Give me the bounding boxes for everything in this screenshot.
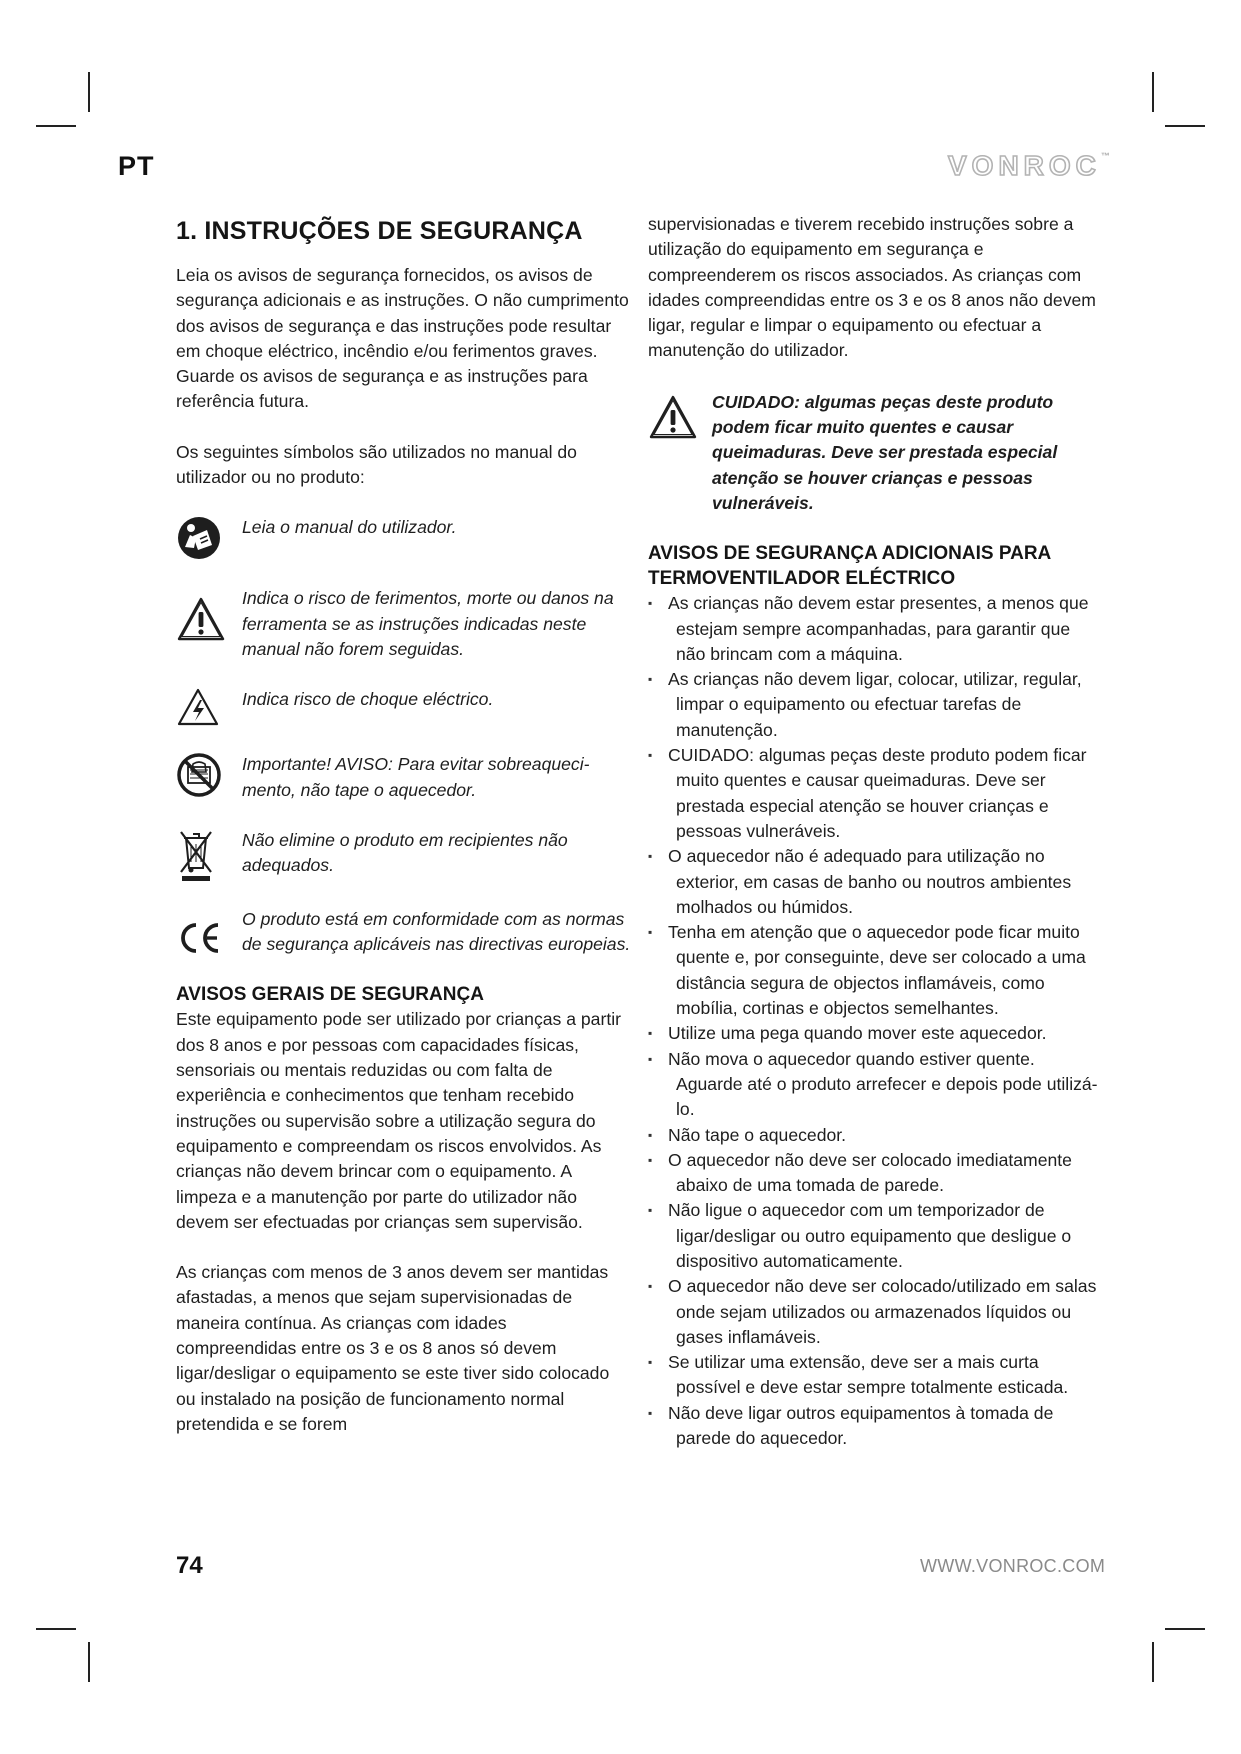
left-column [176, 212, 631, 1437]
symbol-text: Indica risco de choque eléctrico. [242, 689, 494, 710]
additional-warnings-list [648, 591, 1103, 1451]
crop-mark [88, 1642, 90, 1682]
general-paragraph-1: Este equipamento pode ser utilizado por crianças a partir dos 8 anos e por pessoas com capacidades físicas, sensoriais ou mentais reduzidas ou com falta de experiência e conhecimentos que tenham recebido instruções ou supervisão sobre a utilização segura do equipamento e compreendam os riscos envolvidos. As crianças não devem brincar com o equipamento. A limpeza e a manutenção por parte do utilizador não devem ser efectuadas por crianças sem supervisão. [176, 1009, 621, 1232]
list-item: ▪ Não ligue o aquecedor com um temporizador de ligar/desligar ou outro equipamento que desligue o dispositivo automaticamente. [648, 1198, 1103, 1274]
website-url: WWW.VONROC.COM [920, 1556, 1106, 1576]
crop-mark [36, 1628, 76, 1630]
symbol-text: Não elimine o produto em recipientes não adequados. [242, 829, 568, 876]
list-item: ▪ Não mova o aquecedor quando estiver quente. Aguarde até o produto arrefecer e depois pode utilizá-lo. [648, 1047, 1103, 1123]
list-item: ▪ Não tape o aquecedor. [648, 1123, 1103, 1148]
symbol-row-manual [176, 515, 631, 561]
symbol-row-do-not-cover [176, 752, 631, 803]
caution-text: CUIDADO: algumas peças deste produto podem ficar muito quentes e causar queimaduras. Deve ser prestada especial atenção se houver crianças e pessoas vulneráveis. [712, 391, 1058, 513]
list-item: ▪ Não deve ligar outros equipamentos à tomada de parede do aquecedor. [648, 1401, 1103, 1452]
list-item: ▪ O aquecedor não deve ser colocado imediatamente abaixo de uma tomada de parede. [648, 1148, 1103, 1199]
general-paragraph-2-continued: supervisionadas e tiverem recebido instruções sobre a utilização do equipamento em segurança e compreenderem os riscos associados. As crianças com idades compreendidas entre os 3 e os 8 anos não devem ligar, regular e limpar o equipamento ou efectuar a manutenção do utilizador. [648, 214, 1096, 361]
symbol-row-weee [176, 828, 631, 882]
crop-mark [1165, 1628, 1205, 1630]
brand-logo [948, 150, 1110, 182]
crop-mark [1165, 125, 1205, 127]
list-item: ▪ As crianças não devem ligar, colocar, utilizar, regular, limpar o equipamento ou efectuar tarefas de manutenção. [648, 667, 1103, 743]
caution-box [648, 390, 1103, 516]
crop-mark [36, 125, 76, 127]
general-paragraph-2: As crianças com menos de 3 anos devem ser mantidas afastadas, a menos que sejam supervisionadas de maneira contínua. As crianças com idades compreendidas entre os 3 e os 8 anos só devem ligar/desligar o equipamento se este tiver sido colocado ou instalado na posição de funcionamento normal pretendida e se forem [176, 1262, 610, 1434]
list-item: ▪ As crianças não devem estar presentes, a menos que estejam sempre acompanhadas, para garantir que não brincam com a máquina. [648, 591, 1103, 667]
crop-mark [1152, 1642, 1154, 1682]
electric-shock-icon [176, 687, 240, 727]
symbol-text: Indica o risco de ferimentos, morte ou danos na ferramenta se as instruções indicadas neste manual não forem seguidas. [242, 588, 614, 659]
symbol-text: Importante! AVISO: Para evitar sobreaquecimento, não tape o aquecedor. [242, 754, 590, 800]
page-number: 74 [176, 1552, 203, 1579]
symbol-row-ce [176, 907, 631, 958]
symbol-row-warning [176, 586, 631, 662]
manual-book-icon [176, 515, 240, 561]
right-column [648, 212, 1103, 1451]
language-code: PT [118, 151, 155, 181]
brand-trademark: ™ [1100, 150, 1110, 161]
list-item: ▪ Tenha em atenção que o aquecedor pode ficar muito quente e, por conseguinte, deve ser colocado a uma distância segura de objectos inflamáveis, como mobília, cortinas e objectos semelhantes. [648, 920, 1103, 1021]
crop-mark [88, 72, 90, 112]
crop-mark [1152, 72, 1154, 112]
symbol-text: O produto está em conformidade com as normas de segurança aplicáveis nas directivas europeias. [242, 908, 631, 955]
section-title: 1. INSTRUÇÕES DE SEGURANÇA [176, 217, 583, 245]
warning-triangle-icon [648, 390, 710, 440]
list-item: ▪ Se utilizar uma extensão, deve ser a mais curta possível e deve estar sempre totalmente esticada. [648, 1350, 1103, 1401]
list-item: ▪ O aquecedor não deve ser colocado/utilizado em salas onde sejam utilizados ou armazenados líquidos ou gases inflamáveis. [648, 1274, 1103, 1350]
general-warnings-heading: AVISOS GERAIS DE SEGURANÇA [176, 984, 484, 1006]
additional-warnings-heading: AVISOS DE SEGURANÇA ADICIONAIS PARA TERMOVENTILADOR ELÉCTRICO [648, 543, 1051, 590]
brand-name: VONROC [948, 150, 1101, 181]
list-item: ▪ Utilize uma pega quando mover este aquecedor. [648, 1021, 1103, 1046]
ce-mark-icon [176, 907, 240, 955]
warning-triangle-icon [176, 586, 240, 642]
weee-bin-icon [176, 828, 240, 882]
do-not-cover-icon [176, 752, 240, 798]
list-item: ▪ CUIDADO: algumas peças deste produto podem ficar muito quentes e causar queimaduras. Deve ser prestada especial atenção se houver crianças e pessoas vulneráveis. [648, 743, 1103, 844]
symbols-intro: Os seguintes símbolos são utilizados no manual do utilizador ou no produto: [176, 441, 577, 488]
intro-paragraph: Leia os avisos de segurança fornecidos, os avisos de segurança adicionais e as instruções. O não cumprimento dos avisos de segurança e das instruções pode resultar em choque eléctrico, incêndio e/ou ferimentos graves. Guarde os avisos de segurança e as instruções para referência futura. [176, 265, 629, 412]
symbol-text: Leia o manual do utilizador. [242, 517, 457, 538]
list-item: ▪ O aquecedor não é adequado para utilização no exterior, em casas de banho ou noutros ambientes molhados ou húmidos. [648, 844, 1103, 920]
symbol-row-shock [176, 687, 631, 727]
